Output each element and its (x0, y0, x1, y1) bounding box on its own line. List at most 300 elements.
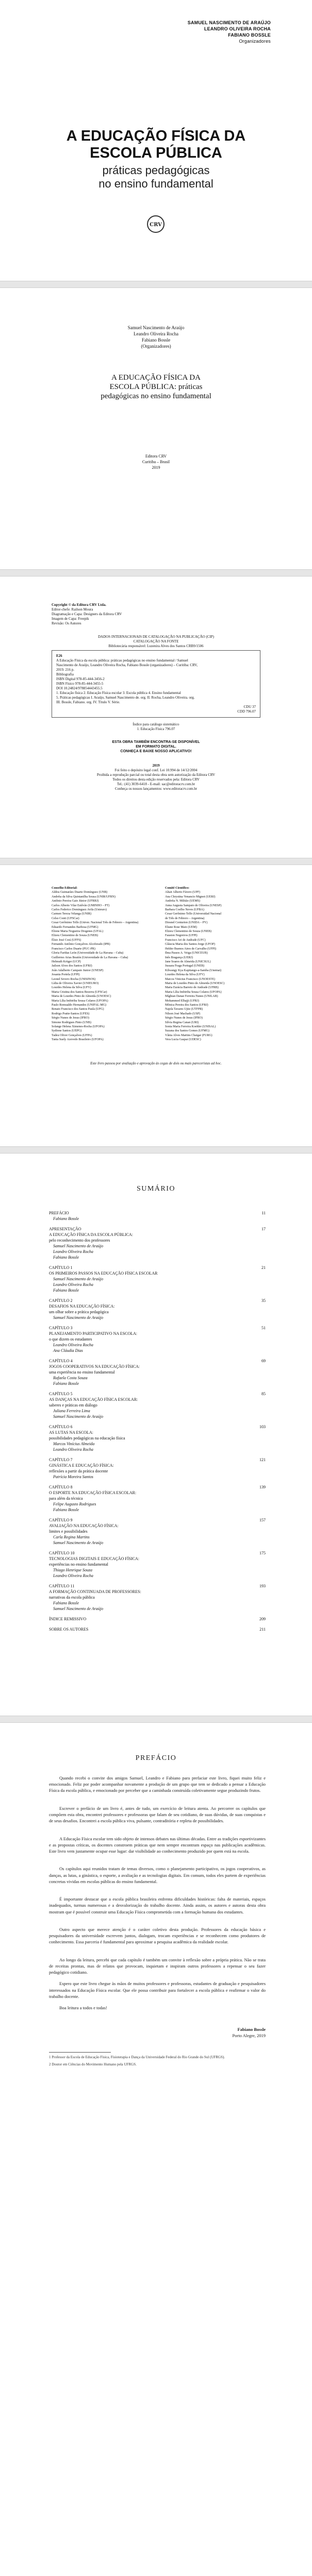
committee-member: Suzana dos Santos Gomes (UFMG) (165, 1029, 209, 1033)
council-member: Rodrigo Pratte-Santos (UFES) (52, 1012, 90, 1015)
toc-entry[interactable] (49, 1414, 266, 1420)
toc-entry[interactable] (49, 1370, 266, 1376)
peer-review-note: Este livro passou por avaliação e aprovação às cegas de dois ou mais pareceristas ad hoc. (90, 1061, 222, 1065)
cover-subtitle-line: no ensino fundamental (98, 177, 214, 190)
cip-line: III. Bossle, Fabiano. org. IV. Título V. Série. (56, 700, 120, 704)
toc-entry[interactable] (49, 1255, 266, 1261)
committee-member: Lourdes Helena da Silva (UFV) (165, 973, 205, 977)
toc-entry[interactable] (49, 1244, 266, 1249)
toc-entry[interactable] (49, 1601, 266, 1606)
footnote-rule (49, 2052, 111, 2053)
council-member: Gloria Fariñas León (Universidade de La Havana – Cuba) (52, 952, 124, 955)
toc-entry-label: para além da técnica (49, 1496, 83, 1501)
toc-entry-label: Carla Regina Martins (53, 1535, 90, 1539)
toc-entry-label: O ESPORTE NA EDUCAÇÃO FÍSICA ESCOLAR: (49, 1490, 137, 1495)
council-member: Renato Francisco dos Santos Paula (UFG) (52, 1008, 104, 1011)
toc-entry[interactable] (49, 1469, 266, 1475)
rights-line: Foi feito o depósito legal conf. Lei 10.994 de 14/12/2004 (114, 768, 198, 772)
toc-entry-label: PLANEJAMENTO PARTICIPATIVO NA ESCOLA: (49, 1331, 138, 1336)
organizer-name: Samuel Nascimento de Araújo (127, 325, 185, 330)
council-member: Elizeu Clementino de Souza (UNEB) (52, 934, 98, 938)
council-member: Francisco Carlos Duarte (PUC-PR) (52, 947, 95, 951)
toc-entry[interactable] (49, 1348, 266, 1354)
organizer-label: (Organizadores) (141, 344, 171, 349)
toc-entry[interactable] (49, 1425, 266, 1430)
toc-entry-label: limites e possibilidades (49, 1529, 88, 1534)
organizer-name: Fabiano Bossle (141, 337, 171, 343)
council-member: Tadeu Oliver Gonçalves (UFPA) (52, 1033, 92, 1037)
toc-entry[interactable] (49, 1551, 266, 1556)
committee-member: Anna Augusta Sampaio de Oliveira (UNESP) (165, 904, 222, 907)
toc-entry[interactable] (49, 1556, 266, 1562)
council-member: Elione Maria Nogueira Diogenes (UFAL) (52, 930, 104, 934)
toc-entry[interactable] (49, 1584, 266, 1589)
toc-entry[interactable] (49, 1211, 266, 1216)
toc-entry-label: CAPÍTULO 11 (49, 1584, 75, 1588)
index-label: Índice para catálogo sistemático (133, 722, 179, 726)
toc-entry[interactable] (49, 1502, 266, 1507)
council-member: Sydione Santos (UEPG) (52, 1029, 82, 1033)
preface-paragraph: Outro aspecto que merece atenção é o caráter coletivo desta produção. Professores da educação básica e pesquisadores da universidade escrevem juntos, dialogam, trocam experiências e se reconhecem como produtores de conhecimento. Essa parceria é fundamental para aproximar a pesquisa acadêmica da realidade escolar. (49, 1927, 266, 1945)
toc-entry[interactable] (49, 1288, 266, 1294)
committee-heading: Comitê Científico: (165, 887, 190, 890)
toc-entry-label: narrativas da escola pública (49, 1595, 95, 1600)
cover-author: LEANDRO OLIVEIRA ROCHA (204, 26, 271, 31)
toc-entry-label: CAPÍTULO 3 (49, 1326, 73, 1330)
preface-heading: PREFÁCIO (135, 1754, 177, 1762)
page-separator (0, 1146, 312, 1154)
cip-line: CDD 796.07 (237, 709, 256, 714)
toc-entry-page: 11 (261, 1211, 266, 1215)
toc-entry-page: 103 (259, 1425, 266, 1429)
cover-title-line: A EDUCAÇÃO FÍSICA DA (66, 128, 246, 144)
toc-entry-label: JOGOS COOPERATIVOS NA EDUCAÇÃO FÍSICA: (49, 1364, 140, 1369)
toc-entry-label: reflexões a partir da prática docente (49, 1469, 108, 1473)
toc-entry-label: AVALIAÇÃO NA EDUCAÇÃO FÍSICA: (49, 1523, 119, 1528)
council-member: Celso Conti (UFSCar) (52, 917, 79, 920)
council-member: Aldira Guimarães Duarte Domínguez (UNB) (52, 891, 108, 894)
council-heading: Conselho Editorial: (52, 887, 78, 890)
credit-line: Revisão: Os Autores (52, 621, 81, 625)
toc-entry[interactable] (49, 1458, 266, 1463)
footnote: 1 Professor da Escola de Educação Física, Fisioterapia e Dança da Universidade Federal do Rio Grande do Sul (UFRGS). (49, 2055, 225, 2060)
committee-member: Silvia Regina Canan (URI) (165, 1021, 199, 1024)
committee-member: Altair Alberto Fávero (UPF) (165, 891, 201, 894)
council-member: Paulo Romualdo Hernandes (UNIFAL-MG) (52, 1003, 107, 1007)
toc-entry[interactable] (49, 1298, 266, 1304)
toc-entry-label: A FORMAÇÃO CONTINUADA DE PROFESSORES: (49, 1589, 141, 1594)
council-member: Josania Portela (UFPI) (52, 973, 80, 977)
toc-entry[interactable] (49, 1271, 266, 1277)
council-member: Solange Helena Ximenes-Rocha (UFOPA) (52, 1025, 105, 1028)
cip-line: 5. Práticas pedagógicas I. Araújo, Samuel Nascimento de. org. II. Rocha, Leandro Oliveira. org. (56, 696, 195, 700)
toc-entry-label: experiências no ensino fundamental (49, 1562, 108, 1567)
committee-member: Sonia Maria Ferreira Koehler (UNISAL) (165, 1025, 216, 1028)
toc-entry-label: Fabiano Bossle (53, 1288, 79, 1293)
committee-member: de Três de Febrero – Argentina) (165, 917, 205, 920)
rights-line: Tel.: (41) 3039-6418 - E-mail: sac@editoracrv.com.br (117, 782, 195, 786)
catalog-page (0, 577, 312, 858)
rights-line: Todos os direitos desta edição reservados pela: Editora CRV (112, 777, 200, 782)
committee-member: Andréia N. Militão (UEMS) (165, 900, 200, 903)
signature-block (49, 2026, 266, 2039)
toc-entry-label: Samuel Nascimento de Araújo (53, 1540, 103, 1545)
toc-entry[interactable] (49, 1282, 266, 1288)
cip-line: 1. Educação física 2. Educação Física escolar 3. Escola pública 4. Ensino fundamental (56, 691, 181, 695)
toc-entry[interactable] (49, 1507, 266, 1513)
toc-entry-label: Ana Cláudia Dias (53, 1348, 83, 1353)
committee-member: Cesar Gerônimo Tello (Universidad Nacional (165, 912, 222, 916)
title-line: pedagógicas no ensino fundamental (101, 392, 211, 400)
toc-entry[interactable] (49, 1627, 266, 1633)
council-member: Andréia da Silva Quintanilha Sousa (UNIR/UFRN) (52, 895, 116, 899)
toc-entry-page: 211 (259, 1627, 266, 1632)
council-member: Carlos Alberto Vilar Estêvão (UMINHO – PT) (52, 904, 110, 907)
toc-entry[interactable] (49, 1315, 266, 1321)
council-member: Antônio Pereira Gaio Júnior (UFRRJ) (52, 900, 99, 903)
committee-member: Eliane Rose Maio (UEM) (165, 925, 197, 929)
council-member: Guillermo Arias Beatón (Universidade de La Havana – Cuba) (52, 956, 128, 959)
toc-entry-label: CAPÍTULO 7 (49, 1458, 73, 1462)
committee-member: Ana Chrystina Venancio Mignot (UERJ) (165, 895, 216, 899)
cover-subtitle-line: práticas pedagógicas (102, 164, 210, 177)
toc-entry-label: o que dizem os estudantes (49, 1337, 92, 1342)
toc-entry-page: 121 (259, 1458, 266, 1462)
council-member: Sérgio Nunes de Jesus (IFRO) (52, 1016, 89, 1020)
toc-entry[interactable] (49, 1409, 266, 1414)
toc-entry-label: Fabiano Bossle (53, 1255, 79, 1260)
toc-entry[interactable] (49, 1249, 266, 1255)
preface-paragraph: Espero que este livro chegue às mãos de muitos professores e professoras, estudantes de graduação e pesquisadores interessados na Educação Física escolar. Que ele possa contribuir para fortalecer a escola pública e reafirmar o valor do trabalho docente. (49, 1981, 266, 1999)
toc-entry[interactable] (49, 1376, 266, 1381)
cip-record-box (52, 650, 260, 718)
publisher-logo (147, 215, 165, 233)
toc-entry-label: SOBRE OS AUTORES (49, 1627, 89, 1632)
title-page (0, 289, 312, 569)
scientific-committee (165, 886, 263, 1042)
toc-entry-label: Juliana Ferreira Lima (53, 1409, 90, 1413)
preface-paragraph: Quando recebi o convite dos amigos Samuel, Leandro e Fabiano para prefaciar este livro, fiquei muito feliz e emocionado. Feliz por poder acompanhar novamente a produção de um grupo que tem se dedicado a pensar a Educação Física da escola pública, e emocionado por perceber que a caminhada construída coletivamente segue produzindo frutos. (49, 1775, 266, 1793)
toc-entry[interactable] (49, 1331, 266, 1337)
toc-entry-label: OS PRIMEIROS PASSOS NA EDUCAÇÃO FÍSICA ESCOLAR (49, 1271, 158, 1276)
toc-entry-label: CAPÍTULO 1 (49, 1265, 73, 1270)
toc-entry-page: 51 (261, 1326, 266, 1330)
toc-entry-label: CAPÍTULO 8 (49, 1485, 73, 1489)
toc-entry[interactable] (49, 1337, 266, 1343)
preface-paragraph: Boa leitura a todos e todas! (59, 2005, 107, 2010)
page-separator (0, 281, 312, 288)
toc-entry-label: A EDUCAÇÃO FÍSICA DA ESCOLA PÚBLICA: (49, 1232, 133, 1237)
cip-line: Bibliografia (56, 672, 74, 676)
toc-entry[interactable] (49, 1617, 266, 1622)
preface-paragraph: A Educação Física escolar tem sido objeto de intensos debates nas últimas décadas. Entre as tradições esportivizantes e as propostas críticas, os docentes constroem práticas que nem sempre encontram espaço nas publicações acadêmicas. Este livro vem justamente ocupar esse lugar: dar visibilidade ao conhecimento produzido por quem está na escola. (49, 1836, 266, 1854)
toc-entry[interactable] (49, 1606, 266, 1612)
toc-entry-label: CAPÍTULO 5 (49, 1392, 73, 1396)
toc-entry-label: CAPÍTULO 4 (49, 1359, 73, 1363)
council-member: Élsio José Corá (UFFS) (52, 938, 81, 942)
committee-member: Helder Buenos Aires de Carvalho (UFPI) (165, 947, 217, 951)
toc-entry[interactable] (49, 1573, 266, 1579)
rights-block (52, 764, 260, 791)
council-member: João Adalberto Campato Junior (UNESP) (52, 969, 104, 972)
title-line: A EDUCAÇÃO FÍSICA DA (111, 374, 201, 382)
council-member: Helmuth Krüger (UCP) (52, 960, 81, 963)
toc-entry[interactable] (49, 1442, 266, 1447)
title-page-title (0, 373, 312, 401)
committee-member: Vânia Alves Martins Chaigar (FURG) (165, 1033, 212, 1037)
page-separator (0, 569, 312, 577)
toc-entry-label: Fabiano Bossle (53, 1216, 79, 1221)
toc-entry-label: GINÁSTICA E EDUCAÇÃO FÍSICA: (49, 1463, 114, 1468)
toc-entry[interactable] (49, 1310, 266, 1315)
toc-entry-label: Fabiano Bossle (53, 1381, 79, 1386)
cip-header-line: Bibliotecária responsável: Luzenira Alves dos Santos CRB9/1506 (108, 644, 204, 648)
council-member: Eduardo Fernandes Barbosa (UFMG) (52, 925, 98, 929)
council-member: Carlos Federico Dominguez Avila (Unieuro) (52, 908, 107, 912)
committee-member: Míghian Danae Ferreira Nunes (UNILAB) (165, 995, 218, 998)
cip-line: CDU 37 (243, 705, 256, 709)
toc-entry[interactable] (49, 1436, 266, 1442)
toc-entry-label: Felipe Augusto Rodrigues (53, 1502, 96, 1506)
cip-line: A Educação Física da escola pública: práticas pedagógicas no ensino fundamental / Samuel (56, 658, 188, 663)
toc-entry-label: CAPÍTULO 10 (49, 1551, 75, 1555)
publisher-logo-text: CRV (150, 222, 162, 228)
toc-entry-label: CAPÍTULO 6 (49, 1425, 73, 1429)
toc-entry[interactable] (49, 1359, 266, 1364)
toc-entry[interactable] (49, 1463, 266, 1469)
committee-member: Maria de Lourdes Pinto de Almeida (UNOESC) (165, 981, 225, 985)
toc-entry[interactable] (49, 1403, 266, 1409)
committee-member: Maria Lília Imbiriba Sousa Colares (UFOPA) (165, 990, 222, 994)
committee-member: Vera Lucia Gaspar (UDESC) (165, 1038, 201, 1042)
toc-entry[interactable] (49, 1568, 266, 1573)
cip-line: DOI 10.24824/978854443455.5 (56, 686, 103, 690)
toc-entry-label: PREFÁCIO (49, 1211, 69, 1215)
digital-notice (52, 740, 260, 754)
council-list (52, 890, 155, 1042)
toc-entry[interactable] (49, 1326, 266, 1331)
cip-header (52, 635, 260, 649)
toc-entry-page: 85 (261, 1392, 266, 1396)
committee-member: Inês Bragança (UERJ) (165, 956, 193, 959)
committee-member: Najela Tavares Ujiie (UTFPR) (165, 1008, 203, 1011)
notice-line: EM FORMATO DIGITAL. (136, 745, 176, 749)
page-separator (0, 1716, 312, 1723)
toc-entry-label: Fabiano Bossle (53, 1507, 79, 1512)
toc-entry[interactable] (49, 1364, 266, 1370)
credit-line: Copyright © da Editora CRV Ltda. (52, 603, 106, 607)
council-member: Maria Lília Imbiriba Sousa Colares (UFOPA) (52, 999, 108, 1003)
toc-entry-page: 35 (261, 1298, 266, 1303)
committee-member: Kilwangy Kya Kapitango-a-Samba (Unemat) (165, 969, 222, 972)
credit-line: Diagramação e Capa: Designers da Editora CRV (52, 612, 122, 616)
cover-organizers-label: Organizadores (239, 39, 271, 44)
preface-paragraph: Escrever o prefácio de um livro é, antes de tudo, um exercício de leitura atenta. Ao percorrer os capítulos que compõem esta obra, encontrei professores e professoras que falam de seu cotidiano, de suas dúvidas, de suas conquistas e de seus desafios. Encontrei a escola pública viva, pulsante, contraditória e repleta de possibilidades. (49, 1805, 266, 1824)
toc-entry[interactable] (49, 1397, 266, 1403)
toc-entry[interactable] (49, 1381, 266, 1387)
toc-entry-label: Samuel Nascimento de Araújo (53, 1315, 103, 1320)
committee-member: Mônica Pereira dos Santos (UFRJ) (165, 1003, 208, 1007)
preface-paragraph: Os capítulos aqui reunidos tratam de temas diversos, como o planejamento participativo, os jogos cooperativos, as danças, as lutas, a ginástica, o esporte, a avaliação e as tecnologias digitais. Em comum, todos eles partem de experiências concretas vividas em escolas públicas do ensino fundamental. (49, 1866, 266, 1884)
preface-paragraph: É importante destacar que a escola pública brasileira enfrenta dificuldades históricas: falta de materiais, espaços inadequados, turmas numerosas e a desvalorização do trabalho docente. Ainda assim, os autores e autoras desta obra mostram que é possível construir uma Educação Física comprometida com a formação humana dos estudantes. (49, 1896, 266, 1914)
toc-entry-label: saberes e práticas em diálogo (49, 1403, 97, 1408)
toc-entry-label: pelo reconhecimento dos professores (49, 1238, 110, 1243)
toc-entry-label: uma experiência no ensino fundamental (49, 1370, 115, 1375)
cover-author: FABIANO BOSSLE (228, 32, 271, 38)
toc-entry[interactable] (49, 1238, 266, 1244)
committee-member: Sérgio Nunes de Jesus (IFRO) (165, 1016, 203, 1020)
toc-entry-label: Thiago Henrique Souza (53, 1568, 92, 1572)
cip-header-line: DADOS INTERNACIONAIS DE CATALOGAÇÃO NA PUBLICAÇÃO (CIP) (98, 635, 214, 639)
toc-page (0, 1154, 312, 1716)
preface-page (0, 1723, 312, 2576)
toc-entry-label: Samuel Nascimento de Araújo (53, 1244, 103, 1248)
credit-line: Imagem de Capa: Freepik (52, 617, 89, 621)
cover-title-line: ESCOLA PÚBLICA (90, 145, 222, 161)
council-member: Simone Rodrigues Pinto (UNB) (52, 1021, 91, 1024)
toc-entry[interactable] (49, 1392, 266, 1397)
toc-entry[interactable] (49, 1595, 266, 1601)
committee-member: Maria Eurácia Barreto de Andrade (UFRB) (165, 986, 219, 990)
toc-entry-label: Marcos Vinícius Almeida (53, 1442, 95, 1446)
council-page (0, 866, 312, 1146)
committee-member: Ilma Passos A. Veiga (UNICEUB) (165, 952, 208, 955)
toc-entry-label: Patrícia Moreira Santos (53, 1475, 93, 1479)
committee-member: Mohammed Elhajji (UFRJ) (165, 999, 199, 1003)
toc-entry-page: 209 (259, 1617, 266, 1621)
toc-entry[interactable] (49, 1490, 266, 1496)
toc-entry-label: ÍNDICE REMISSIVO (49, 1617, 87, 1621)
committee-member: Fauston Negreiros (UFPI) (165, 934, 198, 938)
cip-line: ISBN Digital 978-85-444-3456-2 (56, 677, 105, 681)
committee-member: Jussara Fraga Portugal (UNEB) (165, 964, 205, 968)
cover-authors (147, 20, 271, 44)
toc-entry-label: Leandro Oliveira Rocha (53, 1249, 93, 1254)
toc-entry-label: Leandro Oliveira Rocha (53, 1282, 93, 1287)
toc-entry-page: 193 (259, 1584, 266, 1588)
council-member: Cesar Gerônimo Tello (Univer. Nacional Três de Febrero – Argentina) (52, 921, 139, 925)
cip-line: ISBN Físico 978-85-444-3455-5 (56, 682, 104, 686)
toc-entry[interactable] (49, 1304, 266, 1310)
committee-member: Marcos Vinicius Francisco (UNOESTE) (165, 977, 216, 981)
credits-block (52, 603, 258, 626)
council-member: Lourdes Helena da Silva (UFV) (52, 986, 91, 990)
toc-entry-label: AS DANÇAS NA EDUCAÇÃO FÍSICA ESCOLAR: (49, 1397, 138, 1402)
toc-entry[interactable] (49, 1216, 266, 1222)
footnote: 2 Doutor em Ciências do Movimento Humano pela UFRGS. (49, 2062, 137, 2067)
committee-member: Jane Soares de Almeida (UNICSUL) (165, 960, 211, 963)
toc-entry[interactable] (49, 1430, 266, 1436)
rights-line: Proibida a reprodução parcial ou total desta obra sem autorização da Editora CRV (96, 773, 216, 777)
committee-member: Diosnel Centurion (UNIDA – PY) (165, 921, 208, 925)
toc-entry-label: Rafaela Costa Souza (53, 1376, 88, 1380)
toc-entry[interactable] (49, 1523, 266, 1529)
toc-entry-page: 175 (259, 1551, 266, 1555)
signature-place: Porto Alegre, 2019 (232, 2033, 266, 2039)
publisher-place: Curitiba – Brasil (142, 460, 170, 464)
toc-entry[interactable] (49, 1518, 266, 1523)
publisher-name: Editora CRV (145, 454, 167, 459)
toc-entry[interactable] (49, 1540, 266, 1546)
toc-entry-label: Leandro Oliveira Rocha (53, 1343, 93, 1347)
toc-entry-label: Samuel Nascimento de Araújo (53, 1414, 103, 1419)
toc-entry-page: 157 (259, 1518, 266, 1522)
toc-entry[interactable] (49, 1232, 266, 1238)
preface-paragraph: Ao longo da leitura, percebi que cada capítulo é também um convite à reflexão sobre a própria prática. Não se trata de receitas prontas, mas de relatos que provocam, inquietam e inspiram outros professores a repensar o seu fazer pedagógico cotidiano. (49, 1957, 266, 1975)
committee-member: Elizeu Clementino de Souza (UNEB) (165, 930, 211, 934)
toc-entry-page: 69 (261, 1359, 266, 1363)
cip-code: E26 (56, 654, 62, 658)
page-separator (0, 858, 312, 865)
committee-member: Gláucia Maria dos Santos Jorge (UFOP) (165, 943, 216, 946)
council-member: Maria de Lourdes Pinto de Almeida (UNOESC) (52, 995, 111, 998)
toc-entry[interactable] (49, 1447, 266, 1453)
catalog-index (52, 722, 260, 732)
toc-entry-label: DESAFIOS NA EDUCAÇÃO FÍSICA: (49, 1304, 115, 1309)
council-member: Lídia de Oliveira Xavier (UNIEURO) (52, 981, 99, 985)
toc-entry[interactable] (49, 1589, 266, 1595)
toc-entry-label: APRESENTAÇÃO (49, 1227, 81, 1231)
title-page-organizers (0, 325, 312, 349)
council-member: Jailson Alves dos Santos (UFRJ) (52, 964, 92, 968)
signature-name: Fabiano Bossle (237, 2027, 266, 2032)
committee-member: Nilson José Machado (USP) (165, 1012, 201, 1015)
rights-year: 2019 (152, 764, 160, 768)
cover-author: SAMUEL NASCIMENTO DE ARAÚJO (187, 20, 271, 25)
toc-entry[interactable] (49, 1475, 266, 1480)
toc-entry-label: Samuel Nascimento de Araújo (53, 1277, 103, 1281)
committee-list (165, 890, 263, 1042)
notice-line: CONHEÇA E BAIXE NOSSO APLICATIVO! (120, 750, 192, 753)
cip-header-line: CATALOGAÇÃO NA FONTE (133, 639, 179, 643)
toc-entry[interactable] (49, 1529, 266, 1535)
council-member: Fernando Antônio Gonçalves Alcoforado (IPB) (52, 943, 110, 946)
cover-page (0, 0, 312, 281)
toc-entry-label: Fabiano Bossle (53, 1601, 79, 1605)
toc-entry[interactable] (49, 1535, 266, 1540)
toc-entry-label: CAPÍTULO 2 (49, 1298, 73, 1303)
council-member: Carmen Tereza Velanga (UNIR) (52, 912, 92, 916)
toc-entry-label: um olhar sobre a prática pedagógica (49, 1310, 109, 1314)
cover-subtitle (0, 164, 312, 191)
toc-entry[interactable] (49, 1496, 266, 1502)
toc-entry[interactable] (49, 1265, 266, 1271)
toc-entry-label: TECNOLOGIAS DIGITAIS E EDUCAÇÃO FÍSICA: (49, 1556, 139, 1561)
cover-title (0, 128, 312, 162)
council-member: Tania Suely Azevedo Brasileiro (UFOPA) (52, 1038, 104, 1042)
toc-entry-page: 21 (261, 1265, 266, 1270)
toc-entry-label: Leandro Oliveira Rocha (53, 1447, 93, 1452)
toc-heading: SUMÁRIO (136, 1185, 176, 1193)
toc-entry[interactable] (49, 1277, 266, 1282)
cip-line: Nascimento de Araújo, Leandro Oliveira Rocha, Fabiano Bossle (organizadores) – Curitiba: CRV, (56, 663, 198, 667)
council-member: Maria Cristina dos Santos Bezerra (UFSCar) (52, 990, 107, 994)
notice-line: ESTA OBRA TAMBÉM ENCONTRA-SE DISPONÍVEL (112, 740, 200, 744)
toc-entry-label: Samuel Nascimento de Araújo (53, 1606, 103, 1611)
council-member: Leonel Severo Rocha (UNISINOS) (52, 977, 96, 981)
toc-entry[interactable] (49, 1227, 266, 1232)
toc-entry[interactable] (49, 1485, 266, 1490)
cip-line: 2019. 216 p. (56, 668, 74, 672)
credit-line: Editor-chefe: Railson Moura (52, 607, 93, 612)
committee-member: Barbara Coelho Neves (UFBA) (165, 908, 204, 912)
toc-entry-label: CAPÍTULO 9 (49, 1518, 73, 1522)
toc-entry[interactable] (49, 1562, 266, 1568)
organizer-name: Leandro Oliveira Rocha (134, 331, 178, 336)
toc-entry[interactable] (49, 1343, 266, 1348)
toc-entry-label: Leandro Oliveira Rocha (53, 1573, 93, 1578)
toc-entry-page: 17 (261, 1227, 266, 1231)
